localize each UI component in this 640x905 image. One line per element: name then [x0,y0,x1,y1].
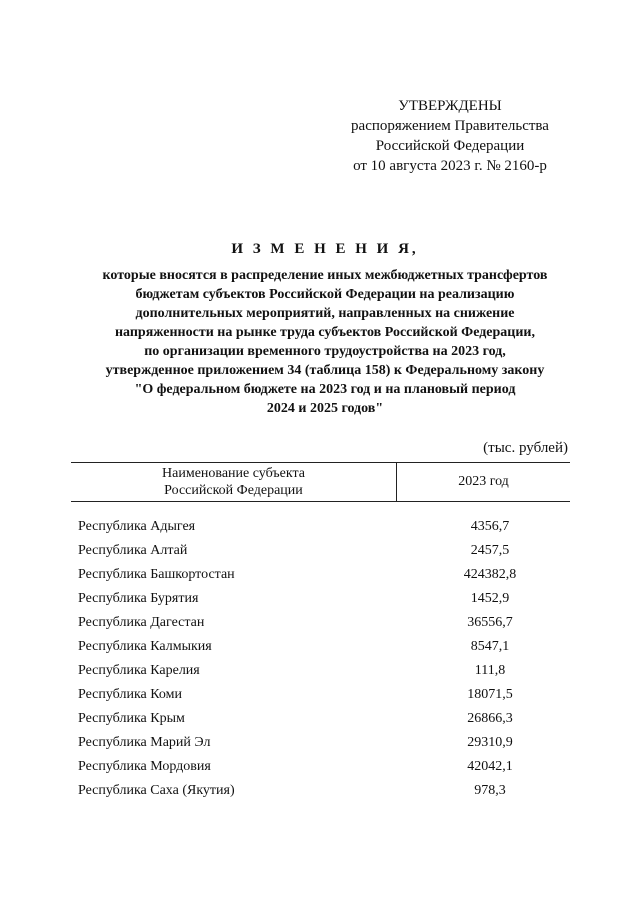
approval-authority: распоряжением Правительства [351,118,549,134]
region-name: Республика Мордовия [78,759,211,774]
region-name: Республика Бурятия [78,591,199,606]
region-value: 29310,9 [467,735,513,750]
region-value: 1452,9 [470,591,510,606]
approval-title: УТВЕРЖДЕНЫ [398,98,502,114]
region-name: Республика Марий Эл [78,735,211,750]
header-subject-line1: Наименование субъекта [162,466,305,481]
subtitle-line: которые вносятся в распределение иных межбюджетных трансфертов [102,268,548,283]
table-row [78,611,558,635]
subtitle-line: напряженности на рынке труда субъектов Российской Федерации, [114,325,535,340]
region-name: Республика Адыгея [78,519,196,534]
region-name: Республика Карелия [78,663,200,678]
subtitle-line: по организации временного трудоустройства на 2023 год, [144,344,506,359]
header-subject-line2: Российской Федерации [164,483,303,498]
table-row [78,659,558,683]
table-row [78,731,558,755]
document-heading: И З М Е Н Е Н И Я, [231,241,419,257]
subtitle-line: утвержденное приложением 34 (таблица 158) к Федеральному закону [105,363,545,378]
header-subject-name [71,463,397,501]
table-row [78,539,558,563]
region-value: 424382,8 [463,567,517,582]
table-row [78,707,558,731]
region-value: 18071,5 [467,687,513,702]
region-name: Республика Башкортостан [78,567,235,582]
approval-authority-2: Российской Федерации [375,138,525,154]
region-value: 36556,7 [467,615,513,630]
table-row [78,779,558,803]
region-value: 8547,1 [470,639,510,654]
subtitle-line: 2024 и 2025 годов" [266,401,384,416]
region-value: 978,3 [474,783,506,798]
region-value: 42042,1 [467,759,513,774]
table-row [78,635,558,659]
region-name: Республика Алтай [78,543,188,558]
unit-label: (тыс. рублей) [483,440,568,456]
subtitle-line: бюджетам субъектов Российской Федерации на реализацию [135,287,515,302]
region-name: Республика Крым [78,711,185,726]
table-row [78,755,558,779]
region-name: Республика Коми [78,687,182,702]
table-row [78,563,558,587]
table-row [78,683,558,707]
approval-date-number: от 10 августа 2023 г. № 2160-р [353,158,547,174]
region-name: Республика Калмыкия [78,639,212,654]
header-year: 2023 год [458,474,509,489]
region-value: 4356,7 [470,519,510,534]
subtitle-line: дополнительных мероприятий, направленных на снижение [135,306,515,321]
region-value: 2457,5 [470,543,510,558]
table-row [78,515,558,539]
document-subtitle [60,266,590,418]
region-value: 26866,3 [467,711,513,726]
table-header [71,462,570,502]
table-body [78,515,558,803]
subtitle-line: "О федеральном бюджете на 2023 год и на плановый период [134,382,516,397]
table-row [78,587,558,611]
region-name: Республика Саха (Якутия) [78,783,235,798]
region-name: Республика Дагестан [78,615,205,630]
approval-block [330,96,570,176]
region-value: 111,8 [474,663,506,678]
